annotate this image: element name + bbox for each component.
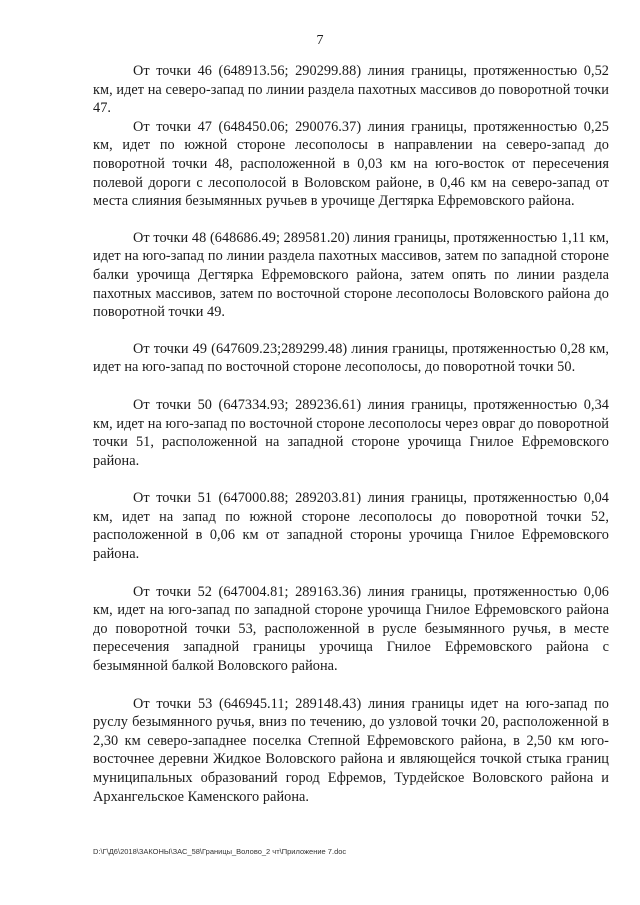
paragraph-point-46: От точки 46 (648913.56; 290299.88) линия границы, протяженностью 0,52 км, идет на северо-запад по линии раздела пахотных массивов до поворотной точки 47.	[93, 63, 609, 117]
paragraph-point-47: От точки 47 (648450.06; 290076.37) линия границы, протяженностью 0,25 км, идет по южной стороне лесополосы в направлении на северо-запад до поворотной точки 48, расположенной в 0,03 км на юго-восток от пересечения полевой дороги с лесополосой в Воловском районе, в 0,46 км на северо-запад от места слияния безымянных ручьев в урочище Дегтярка Ефремовского района.	[93, 118, 609, 210]
file-path-footer: D:\Г\Д6\2018\ЗАКОНЫ\ЗАС_58\Границы_Волово_2 чт\Приложение 7.doc	[93, 847, 347, 856]
page-number: 7	[316, 33, 324, 48]
paragraph-point-49: От точки 49 (647609.23;289299.48) линия границы, протяженностью 0,28 км, идет на юго-запад по восточной стороне лесополосы, до поворотной точки 50.	[93, 340, 609, 376]
paragraph-point-48: От точки 48 (648686.49; 289581.20) линия границы, протяженностью 1,11 км, идет на юго-запад по линии раздела пахотных массивов, затем по западной стороне балки урочища Дегтярка Ефремовского района, затем опять по линии раздела пахотных массивов, затем по восточной стороне лесополосы Воловского района до поворотной точки 49.	[93, 229, 609, 321]
paragraph-point-53: От точки 53 (646945.11; 289148.43) линия границы идет на юго-запад по руслу безымянного ручья, вниз по течению, до узловой точки 20, расположенной в 2,30 км северо-западнее поселка Степной Ефремовского района, в 2,50 км юго-восточнее деревни Жидкое Воловского района и являющейся точкой стыка границ муниципальных образований город Ефремов, Турдейское Воловского района и Архангельское Каменского района.	[93, 695, 609, 805]
paragraph-point-52: От точки 52 (647004.81; 289163.36) линия границы, протяженностью 0,06 км, идет на юго-запад по западной стороне урочища Гнилое Ефремовского района до поворотной точки 53, расположенной в русле безымянного ручья, в месте пересечения западной границы урочища Гнилое Ефремовского района с безымянной балкой Воловского района.	[93, 583, 609, 675]
paragraph-point-51: От точки 51 (647000.88; 289203.81) линия границы, протяженностью 0,04 км, идет на запад по южной стороне лесополосы до поворотной точки 52, расположенной в 0,06 км от западной стороны урочища Гнилое Ефремовского района.	[93, 490, 609, 563]
document-body	[93, 62, 609, 806]
paragraph-point-50: От точки 50 (647334.93; 289236.61) линия границы, протяженностью 0,34 км, идет на юго-запад по восточной стороне лесополосы через овраг до поворотной точки 51, расположенной на западной стороне урочища Гнилое Ефремовского района.	[93, 396, 609, 469]
